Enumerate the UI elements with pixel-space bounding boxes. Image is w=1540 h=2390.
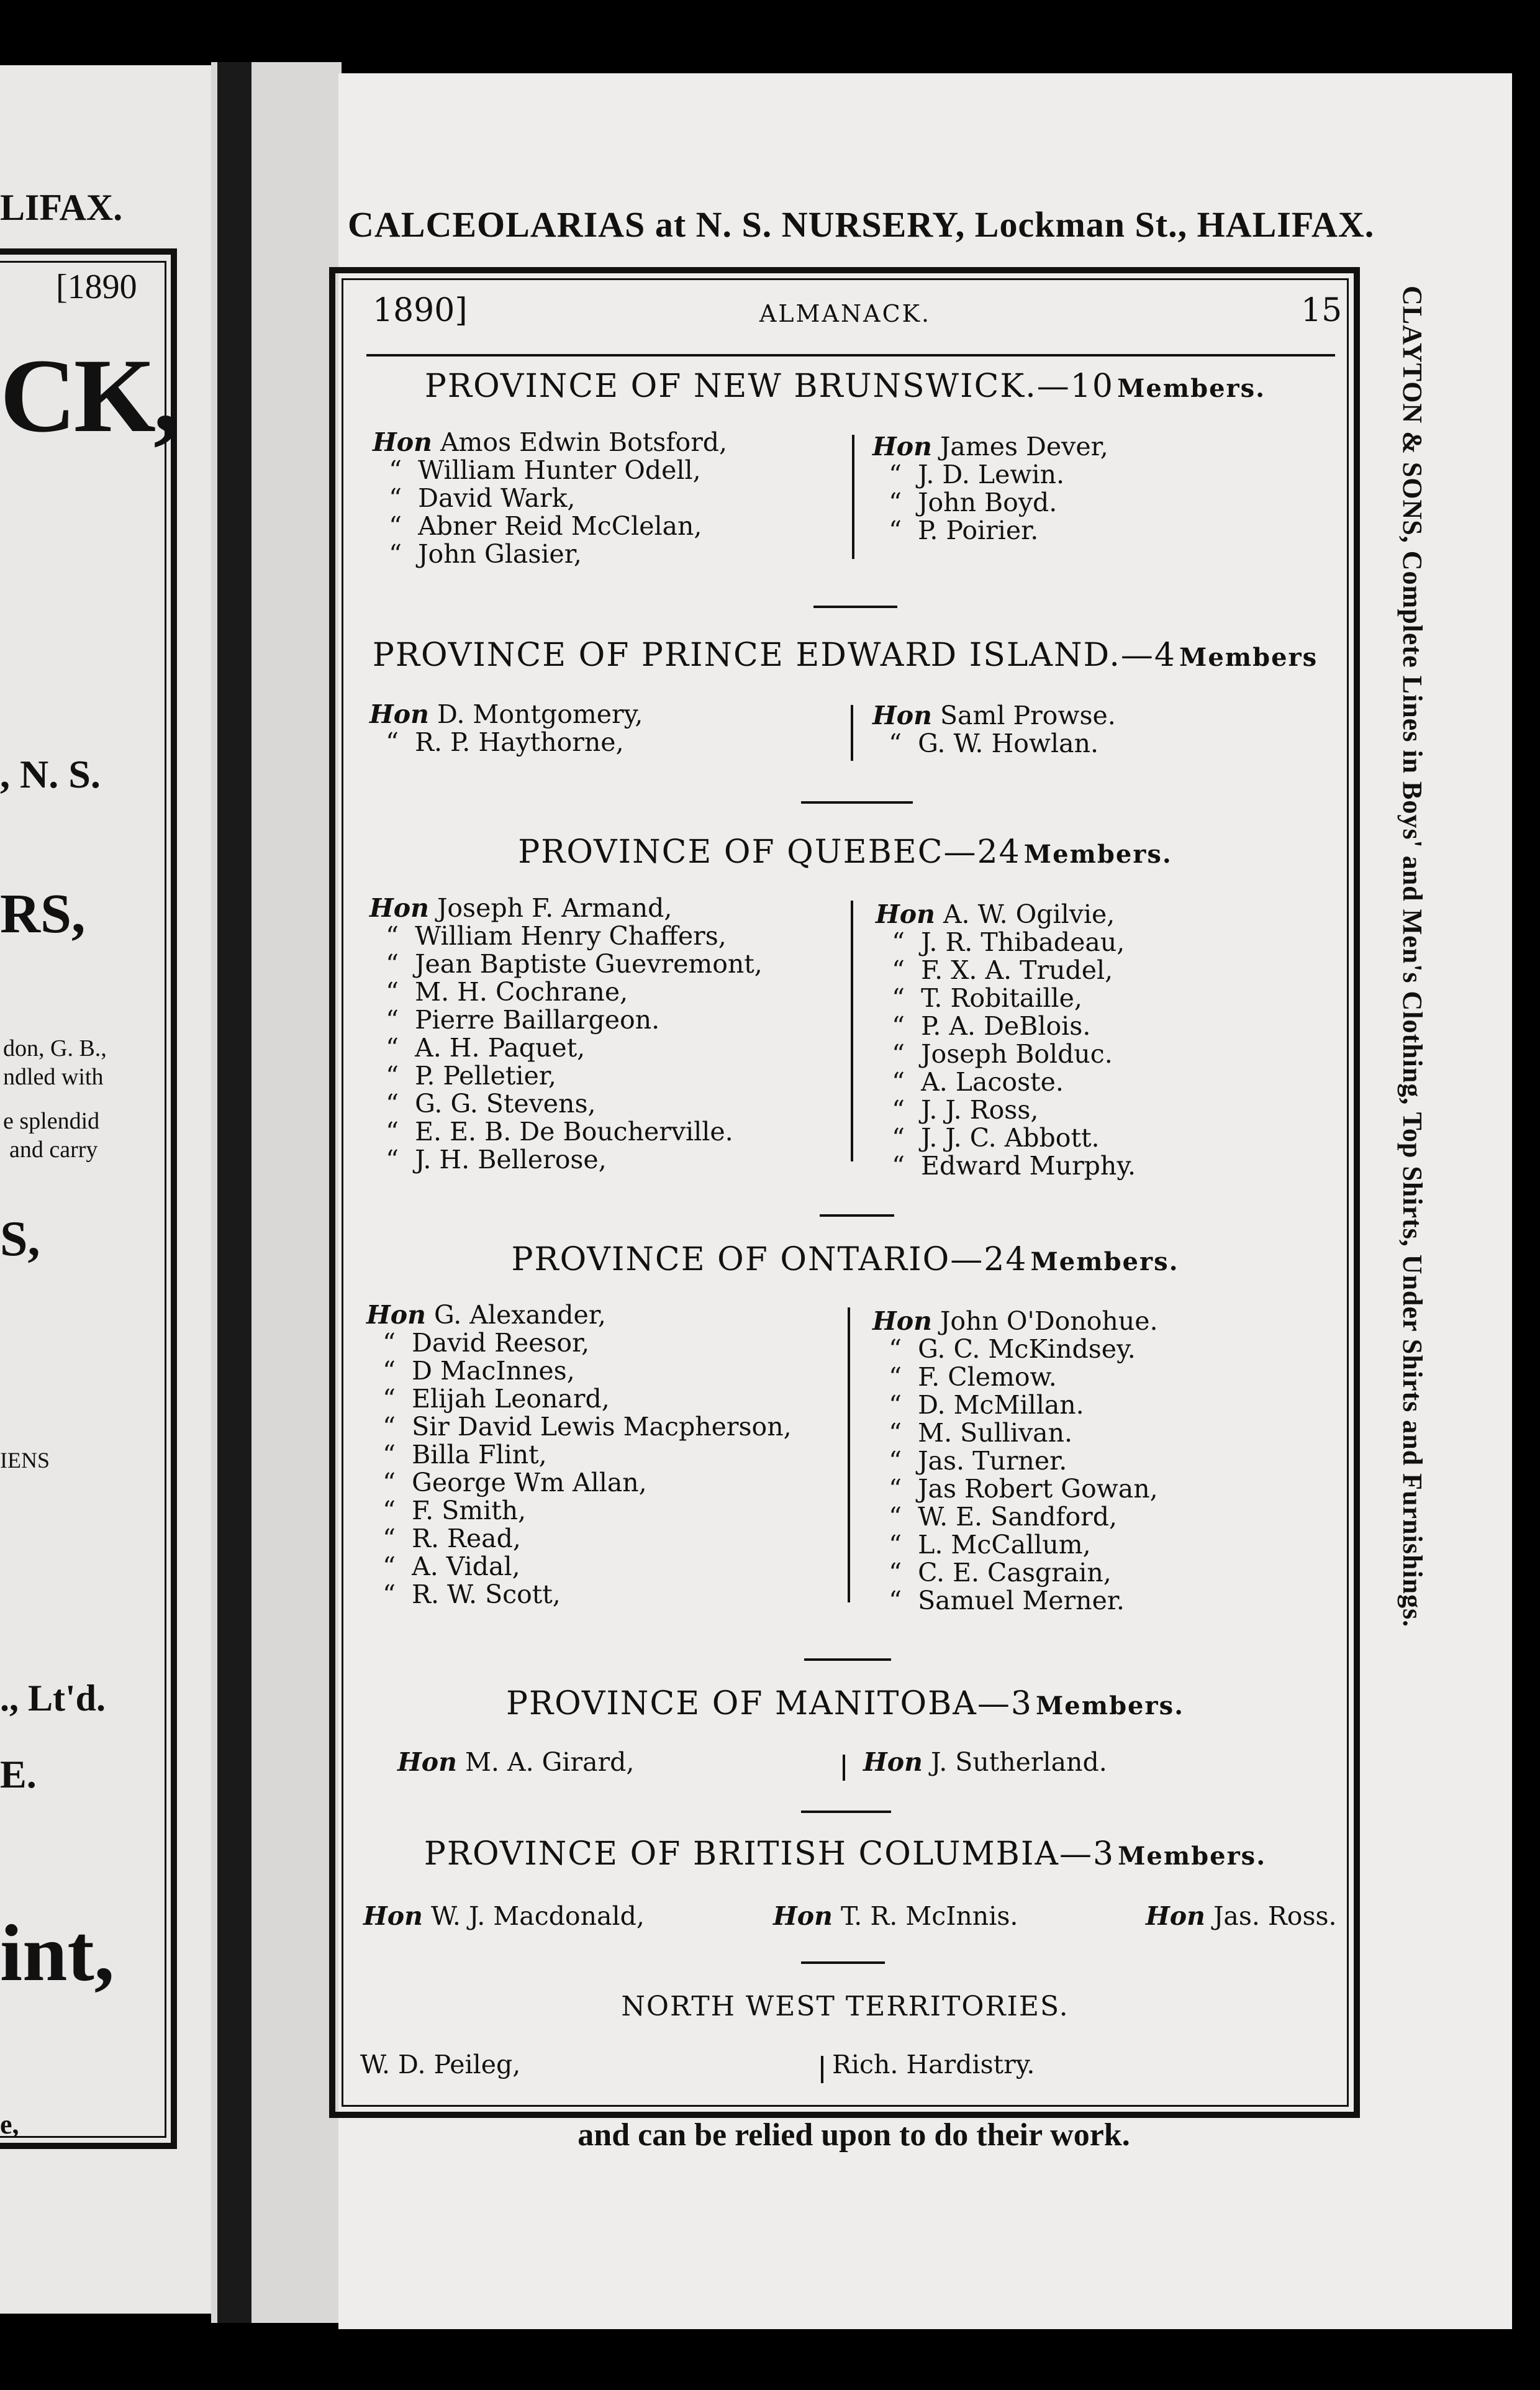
left-int-fragment: int, xyxy=(0,1909,115,1998)
top-banner: CALCEOLARIAS at N. S. NURSERY, Lockman St., HALIFAX. xyxy=(348,204,1375,245)
left-small-fragment: e, xyxy=(0,2109,19,2140)
manitoba-right: Hon J. Sutherland. xyxy=(863,1747,1107,1777)
hon-prefix: Hon xyxy=(863,1747,923,1777)
header-year: 1890] xyxy=(373,292,468,329)
section-rule xyxy=(801,801,913,804)
bc-member-1: Hon W. J. Macdonald, xyxy=(363,1901,645,1931)
section-rule xyxy=(801,1961,885,1964)
quebec-heading: PROVINCE OF QUEBEC—24 Members. xyxy=(518,834,1172,871)
bottom-banner: and can be relied upon to do their work. xyxy=(578,2117,1130,2153)
left-ns-fragment: , N. S. xyxy=(0,752,101,796)
hon-prefix: Hon xyxy=(373,427,432,457)
left-iens-fragment: IENS xyxy=(0,1448,50,1473)
gutter-shadow xyxy=(217,62,251,2323)
column-divider xyxy=(852,435,854,559)
left-rs-fragment: RS, xyxy=(0,883,86,945)
ontario-right-list: Hon John O'Donohue. “ G. C. McKindsey. “ F. Clemow. “ D. McMillan. “ M. Sullivan. “ Jas. Turner. “ Jas Robert Gowan, “ W. E. Sandford, “ L. McCallum, “ C. E. Casgrain, “ Samuel Merner. xyxy=(872,1306,1158,1615)
nwt-left: W. D. Peileg, xyxy=(360,2050,521,2079)
hon-prefix: Hon xyxy=(876,899,935,929)
section-rule xyxy=(801,1811,891,1813)
left-text-line: and carry xyxy=(9,1137,98,1163)
side-banner: CLAYTON & SONS, Complete Lines in Boys' and Men's Clothing, Top Shirts, Under Shirts and Furnishings. xyxy=(1397,286,1428,1628)
hon-prefix: Hon xyxy=(366,1300,426,1330)
ontario-heading: PROVINCE OF ONTARIO—24 Members. xyxy=(511,1241,1179,1278)
section-rule xyxy=(813,606,897,608)
nb-right-list: Hon James Dever, “ J. D. Lewin. “ John Boyd. “ P. Poirier. xyxy=(872,432,1108,545)
hon-prefix: Hon xyxy=(1146,1901,1205,1931)
quebec-right-list: Hon A. W. Ogilvie, “ J. R. Thibadeau, “ F. X. A. Trudel, “ T. Robitaille, “ P. A. DeBlois. “ Joseph Bolduc. “ A. Lacoste. “ J. J. Ross, “ J. J. C. Abbott. “ Edward Murphy. xyxy=(876,899,1136,1181)
left-header-fragment: LIFAX. xyxy=(0,187,123,228)
hon-prefix: Hon xyxy=(397,1747,457,1777)
nb-heading: PROVINCE OF NEW BRUNSWICK.—10 Members. xyxy=(424,368,1266,405)
quebec-left-list: Hon Joseph F. Armand, “ William Henry Chaffers, “ Jean Baptiste Guevremont, “ M. H. Cochrane, “ Pierre Baillargeon. “ A. H. Paquet, “ P. Pelletier, “ G. G. Stevens, “ E. E. B. De Boucherville. “ J. H. Bellerose, xyxy=(369,893,763,1175)
column-divider xyxy=(851,705,853,761)
left-text-line: e splendid xyxy=(3,1108,100,1134)
header-title: ALMANACK. xyxy=(759,300,931,327)
left-big-fragment: CK, xyxy=(0,337,178,454)
hon-prefix: Hon xyxy=(872,1306,932,1336)
column-divider xyxy=(821,2056,823,2083)
left-text-line: don, G. B., xyxy=(3,1035,107,1061)
header-rule xyxy=(366,354,1335,357)
left-ltd-fragment: ., Lt'd. xyxy=(0,1678,106,1719)
pei-right-list: Hon Saml Prowse. “ G. W. Howlan. xyxy=(872,701,1116,758)
manitoba-heading: PROVINCE OF MANITOBA—3 Members. xyxy=(505,1685,1185,1722)
nb-left-list: Hon Amos Edwin Botsford, “ William Hunter Odell, “ David Wark, “ Abner Reid McClelan, “ John Glasier, xyxy=(373,427,728,569)
hon-prefix: Hon xyxy=(369,893,429,923)
bc-member-3: Hon Jas. Ross. xyxy=(1146,1901,1337,1931)
pei-left-list: Hon D. Montgomery, “ R. P. Haythorne, xyxy=(369,699,643,757)
hon-prefix: Hon xyxy=(872,432,932,461)
hon-prefix: Hon xyxy=(363,1901,423,1931)
column-divider xyxy=(848,1307,850,1602)
left-s-fragment: S, xyxy=(0,1212,40,1266)
page-number: 15 xyxy=(1301,292,1343,329)
column-divider xyxy=(851,901,853,1161)
hon-prefix: Hon xyxy=(369,699,429,729)
bc-heading: PROVINCE OF BRITISH COLUMBIA—3 Members. xyxy=(424,1835,1267,1873)
left-text-line: ndled with xyxy=(3,1064,104,1090)
pei-heading: PROVINCE OF PRINCE EDWARD ISLAND.—4 Members xyxy=(372,637,1318,674)
manitoba-left: Hon M. A. Girard, xyxy=(397,1747,635,1777)
ontario-left-list: Hon G. Alexander, “ David Reesor, “ D MacInnes, “ Elijah Leonard, “ Sir David Lewis Macpherson, “ Billa Flint, “ George Wm Allan, “ F. Smith, “ R. Read, “ A. Vidal, “ R. W. Scott, xyxy=(366,1300,792,1609)
nwt-right: Rich. Hardistry. xyxy=(832,2050,1035,2079)
left-year: [1890 xyxy=(56,268,137,306)
nwt-heading: NORTH WEST TERRITORIES. xyxy=(621,1991,1069,2022)
section-rule xyxy=(804,1658,891,1661)
section-rule xyxy=(820,1214,894,1217)
hon-prefix: Hon xyxy=(773,1901,833,1931)
hon-prefix: Hon xyxy=(872,701,932,730)
bc-member-2: Hon T. R. McInnis. xyxy=(773,1901,1018,1931)
column-divider xyxy=(843,1755,845,1781)
previous-page-inner-frame xyxy=(0,261,166,2138)
left-e-fragment: E. xyxy=(0,1752,37,1796)
